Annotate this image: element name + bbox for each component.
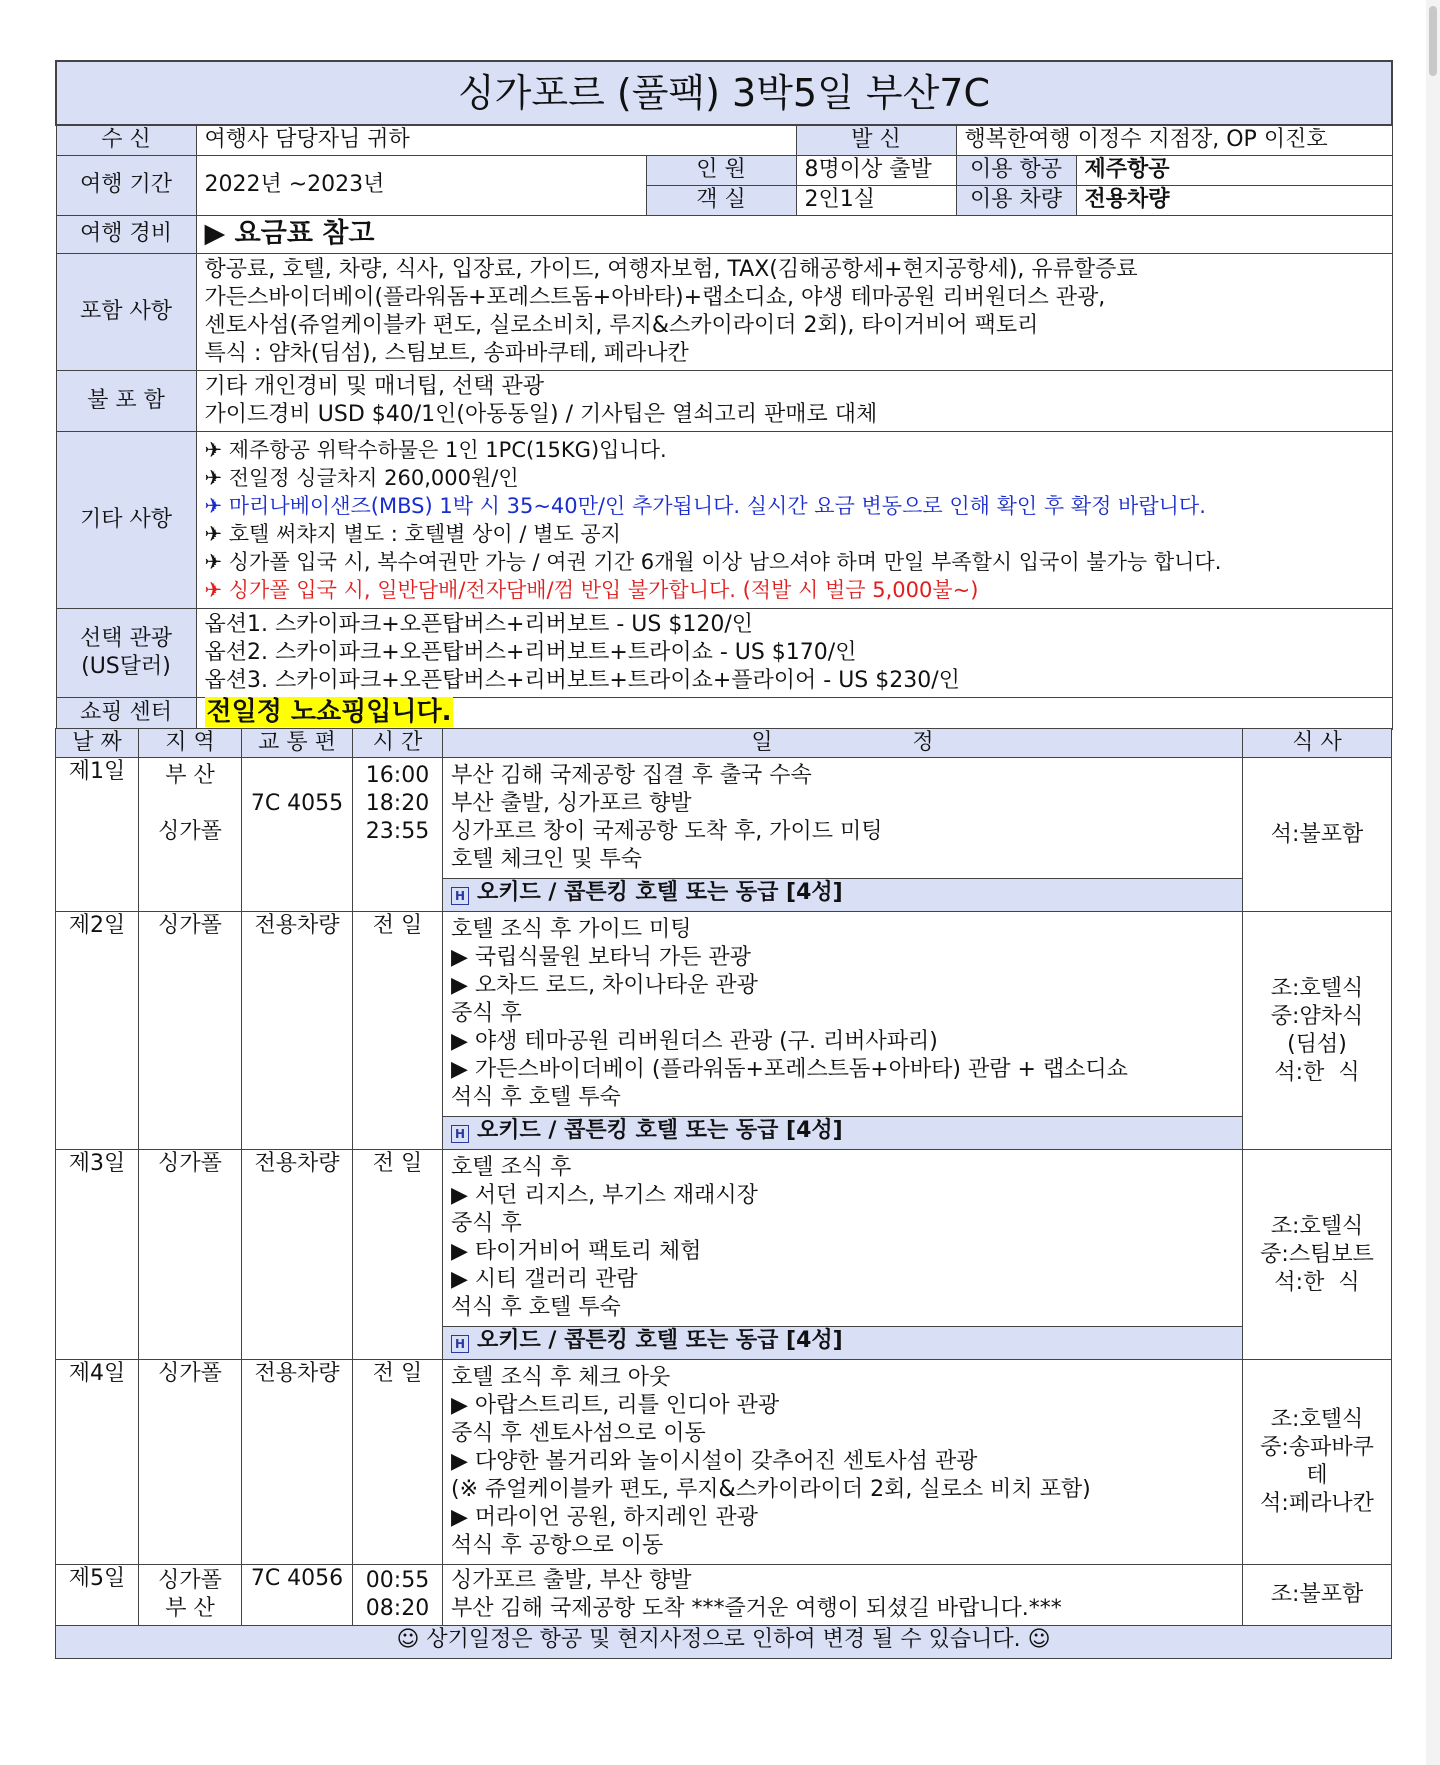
schedule-line: 중식 후 xyxy=(451,1211,522,1236)
hotel-info: H 오키드 / 콥튼킹 호텔 또는 동급 [4성] xyxy=(443,1327,1243,1360)
day-row xyxy=(56,1360,1392,1565)
schedule-line: ▶ 머라이언 공원, 하지레인 관광 xyxy=(451,1505,758,1530)
note-line: ✈ 싱가폴 입국 시, 복수여권만 가능 / 여권 기간 6개월 이상 남으셔야 하며 만일 부족할시 입국이 불가능 합니다. xyxy=(204,549,1222,574)
day-label: 제5일 xyxy=(56,1565,139,1626)
vehicle-value: 전용차량 xyxy=(1076,185,1392,215)
schedule-line: 호텔 조식 후 xyxy=(451,1155,572,1180)
note-line-highlight-blue: ✈ 마리나베이샌즈(MBS) 1박 시 35~40만/인 추가됩니다. 실시간 요금 변동으로 인해 확인 후 확정 바랍니다. xyxy=(204,493,1206,518)
schedule-line: 부산 출발, 싱가포르 향발 xyxy=(451,791,692,816)
options-label xyxy=(56,608,196,697)
col-header-transport: 교 통 편 xyxy=(242,729,353,758)
included-row xyxy=(56,253,1392,370)
day-meals: 조:호텔식 중:송파바쿠테 석:페라나칸 xyxy=(1243,1360,1392,1565)
itinerary-document xyxy=(55,60,1391,1659)
included-label: 포함 사항 xyxy=(56,253,196,370)
hotel-icon: H xyxy=(451,1125,469,1143)
option-line: 옵션1. 스카이파크+오픈탑버스+리버보트 - US $120/인 xyxy=(204,611,754,637)
included-content xyxy=(196,253,1392,370)
col-header-schedule: 일 정 xyxy=(443,729,1243,758)
excluded-label: 불 포 함 xyxy=(56,370,196,431)
cost-row xyxy=(56,215,1392,253)
airline-label: 이용 항공 xyxy=(956,155,1076,185)
schedule-line: 싱가포르 출발, 부산 향발 xyxy=(451,1568,692,1593)
schedule-line: 석식 후 호텔 투숙 xyxy=(451,1295,621,1320)
day-transport: 전용차량 xyxy=(242,1360,353,1565)
schedule-line: ▶ 국립식물원 보타닉 가든 관광 xyxy=(451,945,751,970)
included-line: 가든스바이더베이(플라워돔+포레스트돔+아바타)+랩소디쇼, 야생 테마공원 리버원더스 관광, xyxy=(204,284,1106,310)
schedule-line: 호텔 체크인 및 투숙 xyxy=(451,847,642,872)
room-label: 객 실 xyxy=(646,185,796,215)
day-transport: 7C 4055 xyxy=(242,758,353,912)
schedule-line: (※ 쥬얼케이블카 편도, 루지&스카이라이더 2회, 실로소 비치 포함) xyxy=(451,1477,1091,1502)
schedule-line: 부산 김해 국제공항 도착 ***즐거운 여행이 되셨길 바랍니다.*** xyxy=(451,1596,1062,1621)
hotel-info: H 오키드 / 콥튼킹 호텔 또는 동급 [4성] xyxy=(443,879,1243,912)
shopping-row xyxy=(56,697,1392,729)
to-value: 여행사 담당자님 귀하 xyxy=(196,125,796,155)
day-meals: 조:호텔식 중:스팀보트 석:한 식 xyxy=(1243,1150,1392,1360)
day-times: 16:00 18:20 23:55 xyxy=(353,758,443,912)
day-row xyxy=(56,758,1392,879)
day-region: 싱가폴 xyxy=(139,1150,242,1360)
schedule-line: 중식 후 xyxy=(451,1001,522,1026)
day-row xyxy=(56,1150,1392,1327)
to-label: 수 신 xyxy=(56,125,196,155)
day-label: 제2일 xyxy=(56,912,139,1150)
day-schedule xyxy=(443,758,1243,879)
option-line: 옵션2. 스카이파크+오픈탑버스+리버보트+트라이쇼 - US $170/인 xyxy=(204,639,857,665)
schedule-line: ▶ 다양한 볼거리와 놀이시설이 갖추어진 센토사섬 관광 xyxy=(451,1449,978,1474)
schedule-line: ▶ 시티 갤러리 관람 xyxy=(451,1267,638,1292)
schedule-line: 석식 후 공항으로 이동 xyxy=(451,1533,664,1558)
hotel-icon: H xyxy=(451,887,469,905)
room-value: 2인1실 xyxy=(796,185,956,215)
included-line: 항공료, 호텔, 차량, 식사, 입장료, 가이드, 여행자보험, TAX(김해공항세+현지공항세), 유류할증료 xyxy=(204,256,1138,282)
day-transport: 7C 4056 xyxy=(242,1565,353,1626)
day-meals: 석:불포함 xyxy=(1243,758,1392,912)
excluded-line: 가이드경비 USD $40/1인(아동동일) / 기사팁은 열쇠고리 판매로 대체 xyxy=(204,401,878,427)
page-title: 싱가포르 (풀팩) 3박5일 부산7C xyxy=(56,61,1392,125)
notes-row xyxy=(56,431,1392,608)
options-label-sub: (US달러) xyxy=(81,653,171,679)
vehicle-label: 이용 차량 xyxy=(956,185,1076,215)
footer-row xyxy=(56,1626,1392,1659)
day-row xyxy=(56,1565,1392,1626)
schedule-line: ▶ 오차드 로드, 차이나타운 관광 xyxy=(451,973,758,998)
from-value: 행복한여행 이정수 지점장, OP 이진호 xyxy=(956,125,1392,155)
day-region: 싱가폴 부 산 xyxy=(139,1565,242,1626)
day-schedule xyxy=(443,912,1243,1117)
airline-value: 제주항공 xyxy=(1076,155,1392,185)
shopping-value: 전일정 노쇼핑입니다. xyxy=(206,697,452,727)
options-label-main: 선택 관광 xyxy=(79,625,172,651)
period-label: 여행 기간 xyxy=(56,155,196,215)
period-row xyxy=(56,155,1392,185)
schedule-line: 중식 후 센토사섬으로 이동 xyxy=(451,1421,706,1446)
info-table xyxy=(55,60,1393,730)
itinerary-header-row xyxy=(56,729,1392,758)
cost-label: 여행 경비 xyxy=(56,215,196,253)
day-schedule xyxy=(443,1360,1243,1565)
scrollbar-track[interactable] xyxy=(1426,0,1440,1765)
period-value: 2022년 ~2023년 xyxy=(196,155,646,215)
pax-label: 인 원 xyxy=(646,155,796,185)
day-times: 전 일 xyxy=(353,1150,443,1360)
day-row xyxy=(56,912,1392,1117)
day-times: 00:55 08:20 xyxy=(353,1565,443,1626)
note-line: ✈ 제주항공 위탁수하물은 1인 1PC(15KG)입니다. xyxy=(204,437,667,462)
pax-value: 8명이상 출발 xyxy=(796,155,956,185)
day-label: 제1일 xyxy=(56,758,139,912)
notes-content xyxy=(196,431,1392,608)
shopping-label: 쇼핑 센터 xyxy=(56,697,196,729)
schedule-line: ▶ 야생 테마공원 리버원더스 관광 (구. 리버사파리) xyxy=(451,1029,938,1054)
option-line: 옵션3. 스카이파크+오픈탑버스+리버보트+트라이쇼+플라이어 - US $230/인 xyxy=(204,667,960,693)
col-header-date: 날 짜 xyxy=(56,729,139,758)
options-content xyxy=(196,608,1392,697)
note-line-warning-red: ✈ 싱가폴 입국 시, 일반담배/전자담배/껌 반입 불가합니다. (적발 시 벌금 5,000불~) xyxy=(204,577,979,602)
col-header-meal: 식 사 xyxy=(1243,729,1392,758)
shopping-content xyxy=(196,697,1392,729)
excluded-content xyxy=(196,370,1392,431)
day-label: 제4일 xyxy=(56,1360,139,1565)
footer-note: ☺ 상기일정은 항공 및 현지사정으로 인하여 변경 될 수 있습니다. ☺ xyxy=(56,1626,1392,1659)
itinerary-table xyxy=(55,728,1392,1659)
day-region: 부 산 싱가폴 xyxy=(139,758,242,912)
day-transport: 전용차량 xyxy=(242,1150,353,1360)
cost-value: ▶ 요금표 참고 xyxy=(196,215,1392,253)
included-line: 센토사섬(쥬얼케이블카 편도, 실로소비치, 루지&스카이라이더 2회), 타이거비어 팩토리 xyxy=(204,312,1039,338)
schedule-line: ▶ 타이거비어 팩토리 체험 xyxy=(451,1239,702,1264)
schedule-line: 부산 김해 국제공항 집결 후 출국 수속 xyxy=(451,763,812,788)
included-line: 특식 : 얌차(딤섬), 스팀보트, 송파바쿠테, 페라나칸 xyxy=(204,340,689,366)
day-transport: 전용차량 xyxy=(242,912,353,1150)
excluded-line: 기타 개인경비 및 매너팁, 선택 관광 xyxy=(204,373,544,399)
day-region: 싱가폴 xyxy=(139,1360,242,1565)
hotel-icon: H xyxy=(451,1335,469,1353)
col-header-time: 시 간 xyxy=(353,729,443,758)
recipient-row xyxy=(56,125,1392,155)
day-times: 전 일 xyxy=(353,912,443,1150)
note-line: ✈ 전일정 싱글차지 260,000원/인 xyxy=(204,465,519,490)
notes-label: 기타 사항 xyxy=(56,431,196,608)
schedule-line: 석식 후 호텔 투숙 xyxy=(451,1085,621,1110)
scrollbar-thumb[interactable] xyxy=(1429,6,1437,76)
options-row xyxy=(56,608,1392,697)
col-header-region: 지 역 xyxy=(139,729,242,758)
schedule-line: ▶ 서던 리지스, 부기스 재래시장 xyxy=(451,1183,758,1208)
day-meals: 조:호텔식 중:얌차식 (딤섬) 석:한 식 xyxy=(1243,912,1392,1150)
day-meals: 조:불포함 xyxy=(1243,1565,1392,1626)
day-schedule xyxy=(443,1150,1243,1327)
schedule-line: 호텔 조식 후 체크 아웃 xyxy=(451,1365,671,1390)
excluded-row xyxy=(56,370,1392,431)
schedule-line: ▶ 아랍스트리트, 리틀 인디아 관광 xyxy=(451,1393,780,1418)
hotel-info: H 오키드 / 콥튼킹 호텔 또는 동급 [4성] xyxy=(443,1117,1243,1150)
note-line: ✈ 호텔 써챠지 별도 : 호텔별 상이 / 별도 공지 xyxy=(204,521,621,546)
from-label: 발 신 xyxy=(796,125,956,155)
title-row xyxy=(56,61,1392,125)
day-region: 싱가폴 xyxy=(139,912,242,1150)
schedule-line: 호텔 조식 후 가이드 미팅 xyxy=(451,917,692,942)
day-schedule xyxy=(443,1565,1243,1626)
day-times: 전 일 xyxy=(353,1360,443,1565)
schedule-line: 싱가포르 창이 국제공항 도착 후, 가이드 미팅 xyxy=(451,819,883,844)
day-label: 제3일 xyxy=(56,1150,139,1360)
schedule-line: ▶ 가든스바이더베이 (플라워돔+포레스트돔+아바타) 관람 + 랩소디쇼 xyxy=(451,1057,1128,1082)
